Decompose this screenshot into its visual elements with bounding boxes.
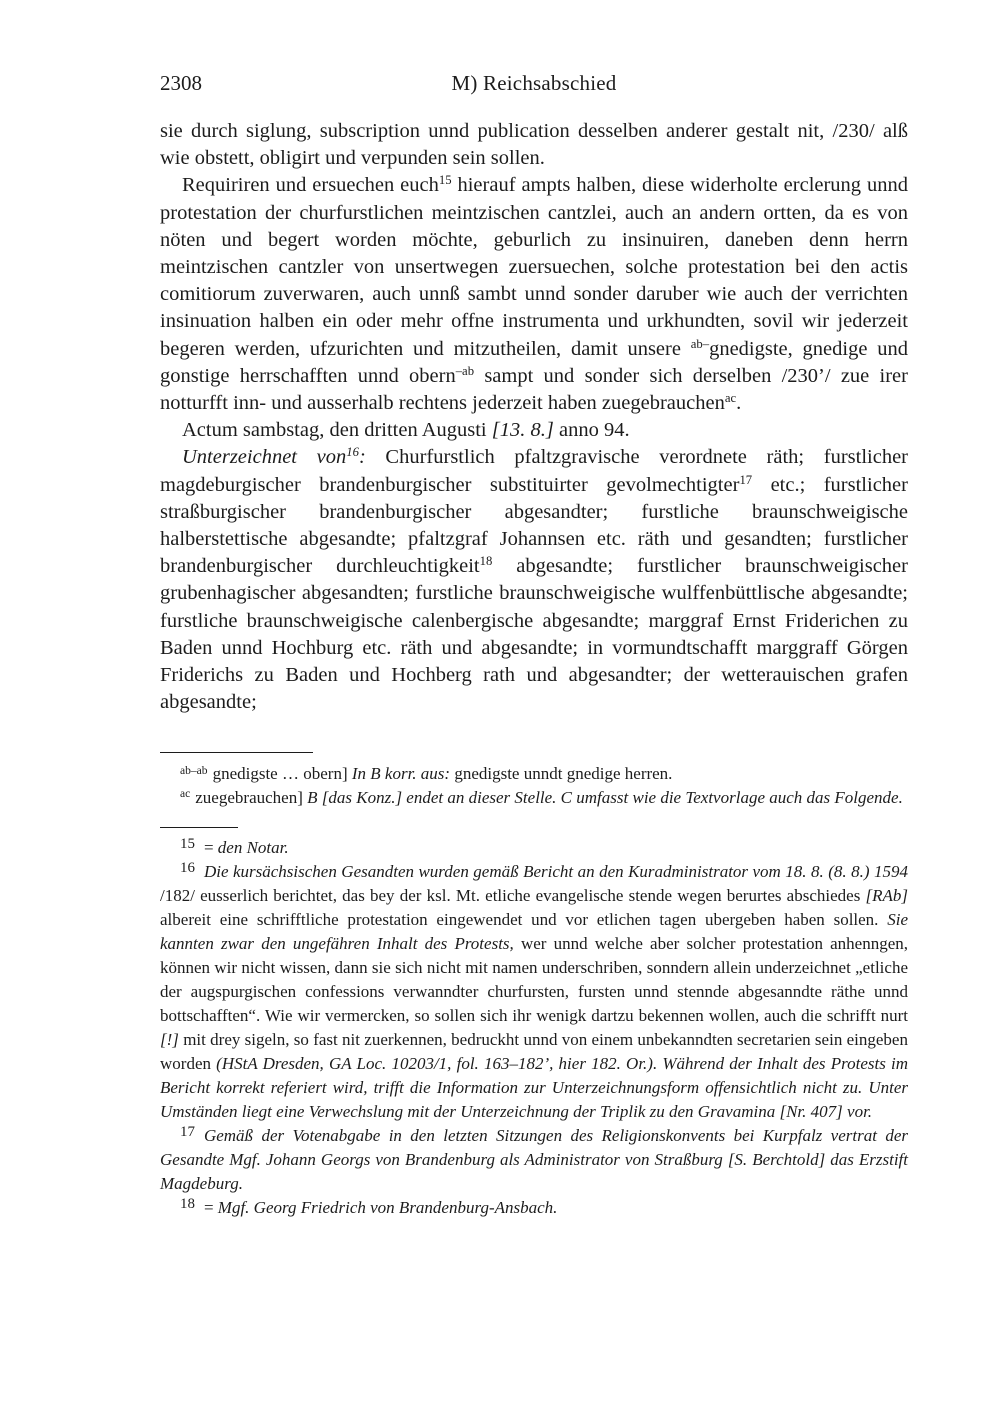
paragraph xyxy=(160,417,908,444)
paragraph xyxy=(160,118,908,172)
text-segment: anno 94. xyxy=(553,419,630,442)
text-segment: abgesandte; furstlicher braunschweigischer grubenhagischer abgesandten; furstliche braunschweigische wulffenbüttlische abgesandte; furstliche braunschweigische calenbergische abgesandte; marggraf Ernst Friderichen zu Baden unnd Hochburg etc. räth und abgesandte; in vormundtschafft marggraff Görgen Friderichs zu Baden und Hochberg rath und abgesandter; der wetterauischen grafen abgesandte; xyxy=(160,555,908,714)
text-segment: Die kursächsischen Gesandten wurden gemäß Bericht an den Kuradministrator vom 18. 8. (8. 8.) 1594 xyxy=(203,861,908,881)
text-segment: : xyxy=(358,446,366,469)
text-segment: Mgf. Georg Friedrich von Brandenburg-Ansbach. xyxy=(217,1197,558,1217)
footnote xyxy=(160,860,908,1124)
running-title: M) Reichsabschied xyxy=(451,71,617,95)
footnote xyxy=(160,1196,908,1220)
text-segment: sampt und sonder sich derselben /230’/ zue irer notturfft inn- und ausserhalb rechtens jederzeit haben zuegebrauchen xyxy=(160,364,908,415)
text-segment: (HStA Dresden, GA Loc. 10203/1, fol. 163–182’, hier 182. Or.). Während der Inhalt des Protests im Bericht korrekt referiert wird, trifft die Information zur Unterzeichnungsform offensichtlich nicht zu. Unter Umständen liegt eine Verwechslung mit der Unterzeichnung der Triplik zu den Gravamina [Nr. 407] vor. xyxy=(160,1053,908,1121)
text-segment: Sie kannten zwar den ungefähren Inhalt des Protests, xyxy=(160,909,908,953)
text-segment: Gemäß der Votenabgabe in den letzten Sitzungen des Religionskonvents bei Kurpfalz vertrat der Gesandte Mgf. Johann Georgs von Brandenburg als Administrator von Straßburg [S. Berchtold] das Erzstift Magdeburg. xyxy=(160,1125,908,1193)
text-segment: Unterzeichnet von xyxy=(182,446,347,469)
text-segment: sie durch siglung, subscription unnd publication desselben anderer gestalt nit, /230/ alß wie obstett, obligirt und verpunden sein sollen. xyxy=(160,120,908,170)
text-segment: zuegebrauchen] xyxy=(195,788,308,808)
footnote-marker: 18 xyxy=(180,1196,195,1213)
text-segment: mit drey sigeln, so fast nit zuerkennen, bedruckht unnd von einem unbekanndten secretarien sein eingeben worden xyxy=(160,1029,908,1073)
footnote-reference: 15 xyxy=(438,173,452,188)
text-segment: etc.; furstlicher straßburgischer brandenburgischer abgesandter; furstliche braunschweigische halberstettische abgesandte; pfaltzgraf Johannsen etc. räth und gesandten; furstlicher brandenburgischer durchleuchtigkeit xyxy=(160,473,908,578)
text-segment: . xyxy=(736,392,742,415)
footnote-marker: 16 xyxy=(180,860,195,877)
apparatus-entry xyxy=(160,762,908,786)
text-segment: wer unnd welche aber solcher protestation anhenngen, können wir nicht wissen, dann sie sich nicht mit namen underschriben, sonndern allein underzeichnet „etliche der augspurgischen confessions verwanndter churfursten, fursten unnd stennde abgesanndte räthe unnd bottschafften“. Wie wir vermercken, so sollen sich ihr wenigk dartzu bekennen wollen, auch die schrifft nurt xyxy=(160,933,909,1025)
paragraph xyxy=(160,444,908,716)
text-segment: den Notar. xyxy=(217,837,289,857)
footnote xyxy=(160,1124,908,1196)
footnote xyxy=(160,836,908,860)
main-text-block xyxy=(160,118,908,716)
text-segment: [RAb] xyxy=(865,885,908,905)
footnote-reference: 17 xyxy=(739,472,753,487)
text-segment: Churfurstlich pfaltzgravische verordnete räth; furstlicher magdeburgischer brandenburgischer substituirter gevolmechtigter xyxy=(160,446,909,496)
footnote-marker: 17 xyxy=(180,1124,195,1141)
paragraph xyxy=(160,172,908,417)
text-segment: B [das Konz.] endet an dieser Stelle. C umfasst wie die Textvorlage auch das Folgende. xyxy=(307,788,903,808)
text-segment: [!] xyxy=(160,1029,184,1049)
footnotes-block xyxy=(160,836,908,1220)
text-segment: albereit eine schrifftliche protestation eingewendet und vor etlichen tagen ubergeben haben sollen. xyxy=(160,909,888,929)
running-header xyxy=(160,70,908,96)
apparatus-separator-rule xyxy=(160,752,313,753)
text-segment: /182/ eusserlich berichtet, das bey der ksl. Mt. etliche evangelische stende wegen berurtes abschiedes xyxy=(160,885,866,905)
text-segment: = xyxy=(203,837,218,857)
footnote-marker: ac xyxy=(180,787,191,801)
apparatus-entry xyxy=(160,786,908,810)
footnote-reference: 16 xyxy=(346,445,359,460)
footnote-reference: –ab xyxy=(455,363,475,378)
text-segment: [13. 8.] xyxy=(491,419,554,442)
footnote-reference: 18 xyxy=(479,554,493,569)
footnote-marker: 15 xyxy=(180,836,195,853)
text-segment: gnedigste unndt gnedige herren. xyxy=(450,764,673,784)
footnote-reference: ac xyxy=(724,391,737,406)
page-number: 2308 xyxy=(160,71,202,95)
text-segment: gnedigste … obern] xyxy=(212,764,352,784)
footnote-separator-rule xyxy=(160,827,238,828)
footnote-reference: ab– xyxy=(690,336,710,351)
text-segment: = xyxy=(203,1197,218,1217)
footnote-marker: ab–ab xyxy=(180,763,208,777)
text-segment: Requiriren und ersuechen euch xyxy=(182,174,439,197)
text-segment: gnedigste, gnedige und gonstige herrschafften unnd obern xyxy=(160,337,908,387)
text-segment: hierauf ampts halben, diese widerholte erclerung unnd protestation der churfurstlichen meintzischen cantzlei, auch an andern ortten, da es von nöten und begert worden möchte, geburlich zu insinuiren, daneben denn herrn meintzischen cantzler von unsertwegen zuersuechen, solche protestation bei den actis comitiorum zuverwaren, auch unnß sambt unnd sonder daruber wie auch der verrichten insinuation halben ein oder mehr offne instrumenta und urkhundten, sovil wir jederzeit begeren werden, ufzurichten und mitzutheilen, damit unsere xyxy=(160,174,908,360)
text-segment: Actum sambstag, den dritten Augusti xyxy=(182,419,492,442)
critical-apparatus-block xyxy=(160,762,908,809)
text-segment: In B korr. aus: xyxy=(351,764,451,784)
